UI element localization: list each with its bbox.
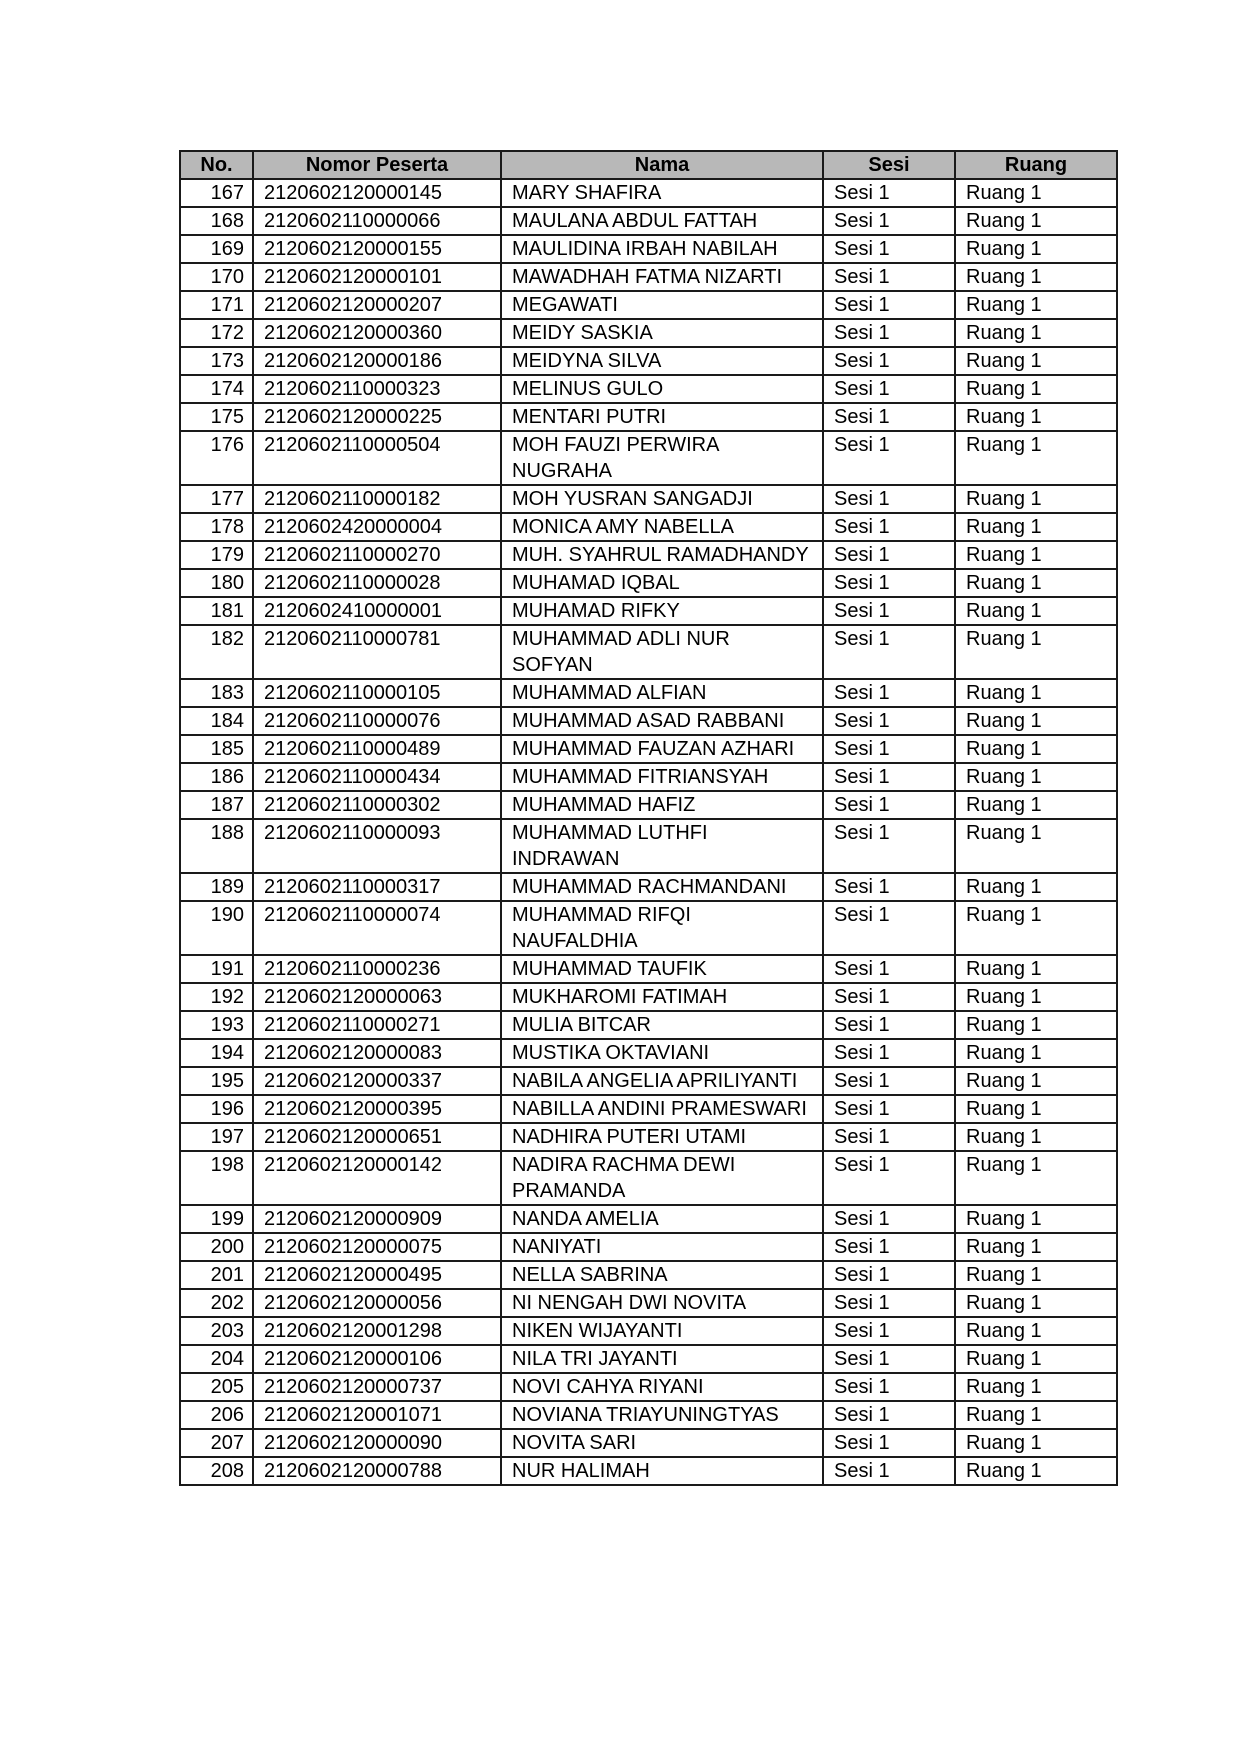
cell-nama: MUHAMMAD ADLI NUR SOFYAN: [501, 625, 823, 679]
cell-sesi: Sesi 1: [823, 819, 955, 873]
table-row: [180, 1373, 1117, 1401]
cell-nama: NADIRA RACHMA DEWI PRAMANDA: [501, 1151, 823, 1205]
cell-no: 168: [180, 207, 253, 235]
table-row: [180, 207, 1117, 235]
cell-nomor-peserta: 2120602110000434: [253, 763, 501, 791]
header-row: [180, 151, 1117, 179]
cell-ruang: Ruang 1: [955, 375, 1117, 403]
cell-ruang: Ruang 1: [955, 791, 1117, 819]
cell-sesi: Sesi 1: [823, 1401, 955, 1429]
cell-nama: NELLA SABRINA: [501, 1261, 823, 1289]
cell-nomor-peserta: 2120602110000236: [253, 955, 501, 983]
cell-sesi: Sesi 1: [823, 485, 955, 513]
cell-sesi: Sesi 1: [823, 679, 955, 707]
cell-nomor-peserta: 2120602110000028: [253, 569, 501, 597]
cell-nomor-peserta: 2120602110000093: [253, 819, 501, 873]
cell-nama: MUH. SYAHRUL RAMADHANDY: [501, 541, 823, 569]
cell-nama: MUHAMMAD LUTHFI INDRAWAN: [501, 819, 823, 873]
cell-no: 183: [180, 679, 253, 707]
cell-no: 199: [180, 1205, 253, 1233]
cell-nomor-peserta: 2120602120000090: [253, 1429, 501, 1457]
cell-sesi: Sesi 1: [823, 291, 955, 319]
cell-sesi: Sesi 1: [823, 1095, 955, 1123]
cell-ruang: Ruang 1: [955, 1373, 1117, 1401]
cell-ruang: Ruang 1: [955, 625, 1117, 679]
cell-nomor-peserta: 2120602110000074: [253, 901, 501, 955]
cell-sesi: Sesi 1: [823, 1261, 955, 1289]
cell-nomor-peserta: 2120602110000489: [253, 735, 501, 763]
cell-nama: NABILA ANGELIA APRILIYANTI: [501, 1067, 823, 1095]
table-row: [180, 1205, 1117, 1233]
cell-sesi: Sesi 1: [823, 1233, 955, 1261]
cell-no: 190: [180, 901, 253, 955]
cell-nomor-peserta: 2120602120000075: [253, 1233, 501, 1261]
cell-nama: MUKHAROMI FATIMAH: [501, 983, 823, 1011]
cell-nama: MUHAMMAD FAUZAN AZHARI: [501, 735, 823, 763]
cell-nomor-peserta: 2120602120000737: [253, 1373, 501, 1401]
cell-sesi: Sesi 1: [823, 1123, 955, 1151]
cell-no: 194: [180, 1039, 253, 1067]
cell-nama: NOVIANA TRIAYUNINGTYAS: [501, 1401, 823, 1429]
table-row: [180, 347, 1117, 375]
cell-ruang: Ruang 1: [955, 1261, 1117, 1289]
cell-nomor-peserta: 2120602120000056: [253, 1289, 501, 1317]
table-row: [180, 819, 1117, 873]
cell-no: 188: [180, 819, 253, 873]
table-row: [180, 1289, 1117, 1317]
cell-nama: MUHAMMAD ALFIAN: [501, 679, 823, 707]
cell-sesi: Sesi 1: [823, 235, 955, 263]
cell-ruang: Ruang 1: [955, 1401, 1117, 1429]
table-row: [180, 1233, 1117, 1261]
cell-no: 172: [180, 319, 253, 347]
cell-ruang: Ruang 1: [955, 513, 1117, 541]
table-row: [180, 873, 1117, 901]
table-row: [180, 1317, 1117, 1345]
cell-ruang: Ruang 1: [955, 1429, 1117, 1457]
cell-ruang: Ruang 1: [955, 707, 1117, 735]
cell-no: 206: [180, 1401, 253, 1429]
cell-ruang: Ruang 1: [955, 873, 1117, 901]
cell-no: 181: [180, 597, 253, 625]
cell-sesi: Sesi 1: [823, 1151, 955, 1205]
cell-ruang: Ruang 1: [955, 1095, 1117, 1123]
cell-nomor-peserta: 2120602110000504: [253, 431, 501, 485]
table-row: [180, 679, 1117, 707]
cell-no: 185: [180, 735, 253, 763]
cell-nama: MUHAMAD RIFKY: [501, 597, 823, 625]
cell-nomor-peserta: 2120602110000076: [253, 707, 501, 735]
cell-sesi: Sesi 1: [823, 541, 955, 569]
cell-nomor-peserta: 2120602120000207: [253, 291, 501, 319]
cell-nama: MUSTIKA OKTAVIANI: [501, 1039, 823, 1067]
cell-nama: NILA TRI JAYANTI: [501, 1345, 823, 1373]
table-row: [180, 319, 1117, 347]
cell-sesi: Sesi 1: [823, 1429, 955, 1457]
cell-nama: NI NENGAH DWI NOVITA: [501, 1289, 823, 1317]
cell-nama: MEIDYNA SILVA: [501, 347, 823, 375]
cell-ruang: Ruang 1: [955, 541, 1117, 569]
cell-sesi: Sesi 1: [823, 319, 955, 347]
cell-nama: MOH FAUZI PERWIRA NUGRAHA: [501, 431, 823, 485]
cell-sesi: Sesi 1: [823, 873, 955, 901]
cell-no: 197: [180, 1123, 253, 1151]
cell-no: 170: [180, 263, 253, 291]
table-row: [180, 1457, 1117, 1485]
cell-nama: MUHAMMAD TAUFIK: [501, 955, 823, 983]
cell-nomor-peserta: 2120602110000066: [253, 207, 501, 235]
cell-nomor-peserta: 2120602110000271: [253, 1011, 501, 1039]
cell-nama: MUHAMMAD RIFQI NAUFALDHIA: [501, 901, 823, 955]
cell-nomor-peserta: 2120602120000495: [253, 1261, 501, 1289]
cell-ruang: Ruang 1: [955, 1039, 1117, 1067]
cell-nomor-peserta: 2120602120001071: [253, 1401, 501, 1429]
cell-ruang: Ruang 1: [955, 1457, 1117, 1485]
cell-no: 171: [180, 291, 253, 319]
cell-no: 207: [180, 1429, 253, 1457]
cell-ruang: Ruang 1: [955, 597, 1117, 625]
cell-ruang: Ruang 1: [955, 263, 1117, 291]
cell-nama: MUHAMMAD HAFIZ: [501, 791, 823, 819]
table-row: [180, 235, 1117, 263]
cell-no: 184: [180, 707, 253, 735]
cell-sesi: Sesi 1: [823, 791, 955, 819]
cell-sesi: Sesi 1: [823, 763, 955, 791]
cell-no: 180: [180, 569, 253, 597]
cell-no: 192: [180, 983, 253, 1011]
cell-sesi: Sesi 1: [823, 375, 955, 403]
cell-nama: MUHAMMAD FITRIANSYAH: [501, 763, 823, 791]
table-body: [180, 179, 1117, 1485]
cell-nama: MEGAWATI: [501, 291, 823, 319]
cell-nomor-peserta: 2120602420000004: [253, 513, 501, 541]
table-row: [180, 791, 1117, 819]
cell-nomor-peserta: 2120602120000651: [253, 1123, 501, 1151]
cell-ruang: Ruang 1: [955, 347, 1117, 375]
cell-nomor-peserta: 2120602120000909: [253, 1205, 501, 1233]
cell-ruang: Ruang 1: [955, 983, 1117, 1011]
cell-sesi: Sesi 1: [823, 1345, 955, 1373]
cell-no: 176: [180, 431, 253, 485]
cell-nama: MUHAMMAD RACHMANDANI: [501, 873, 823, 901]
cell-ruang: Ruang 1: [955, 207, 1117, 235]
cell-no: 191: [180, 955, 253, 983]
cell-ruang: Ruang 1: [955, 1151, 1117, 1205]
table-row: [180, 1261, 1117, 1289]
cell-no: 205: [180, 1373, 253, 1401]
table-header: [180, 151, 1117, 179]
table-row: [180, 983, 1117, 1011]
header-nomor-peserta: Nomor Peserta: [253, 151, 501, 179]
cell-ruang: Ruang 1: [955, 1289, 1117, 1317]
cell-nomor-peserta: 2120602120000142: [253, 1151, 501, 1205]
cell-no: 198: [180, 1151, 253, 1205]
cell-sesi: Sesi 1: [823, 1373, 955, 1401]
table-row: [180, 179, 1117, 207]
cell-ruang: Ruang 1: [955, 431, 1117, 485]
cell-nama: MENTARI PUTRI: [501, 403, 823, 431]
cell-ruang: Ruang 1: [955, 1345, 1117, 1373]
cell-sesi: Sesi 1: [823, 955, 955, 983]
cell-sesi: Sesi 1: [823, 403, 955, 431]
cell-nama: NOVI CAHYA RIYANI: [501, 1373, 823, 1401]
cell-no: 204: [180, 1345, 253, 1373]
cell-nomor-peserta: 2120602110000317: [253, 873, 501, 901]
table-row: [180, 541, 1117, 569]
cell-ruang: Ruang 1: [955, 1233, 1117, 1261]
table-row: [180, 513, 1117, 541]
table-row: [180, 1039, 1117, 1067]
table-row: [180, 625, 1117, 679]
cell-nama: NABILLA ANDINI PRAMESWARI: [501, 1095, 823, 1123]
cell-nama: MONICA AMY NABELLA: [501, 513, 823, 541]
header-no: No.: [180, 151, 253, 179]
cell-no: 208: [180, 1457, 253, 1485]
table-row: [180, 1151, 1117, 1205]
cell-nomor-peserta: 2120602120000106: [253, 1345, 501, 1373]
table-row: [180, 403, 1117, 431]
cell-nama: MUHAMMAD ASAD RABBANI: [501, 707, 823, 735]
cell-ruang: Ruang 1: [955, 179, 1117, 207]
table-row: [180, 291, 1117, 319]
table-row: [180, 597, 1117, 625]
cell-no: 167: [180, 179, 253, 207]
cell-nomor-peserta: 2120602110000302: [253, 791, 501, 819]
cell-sesi: Sesi 1: [823, 983, 955, 1011]
cell-nama: MEIDY SASKIA: [501, 319, 823, 347]
cell-sesi: Sesi 1: [823, 569, 955, 597]
cell-nama: MAULIDINA IRBAH NABILAH: [501, 235, 823, 263]
cell-nomor-peserta: 2120602120000186: [253, 347, 501, 375]
cell-no: 196: [180, 1095, 253, 1123]
cell-nama: MARY SHAFIRA: [501, 179, 823, 207]
cell-ruang: Ruang 1: [955, 319, 1117, 347]
cell-nomor-peserta: 2120602120000395: [253, 1095, 501, 1123]
table-row: [180, 1401, 1117, 1429]
cell-ruang: Ruang 1: [955, 569, 1117, 597]
cell-ruang: Ruang 1: [955, 1317, 1117, 1345]
cell-no: 201: [180, 1261, 253, 1289]
cell-sesi: Sesi 1: [823, 179, 955, 207]
cell-nomor-peserta: 2120602120000083: [253, 1039, 501, 1067]
cell-sesi: Sesi 1: [823, 1067, 955, 1095]
cell-sesi: Sesi 1: [823, 207, 955, 235]
table-row: [180, 1067, 1117, 1095]
table-row: [180, 1095, 1117, 1123]
cell-nomor-peserta: 2120602120000337: [253, 1067, 501, 1095]
participant-table: [179, 150, 1118, 1486]
table-row: [180, 901, 1117, 955]
cell-sesi: Sesi 1: [823, 1457, 955, 1485]
cell-sesi: Sesi 1: [823, 1205, 955, 1233]
cell-no: 179: [180, 541, 253, 569]
cell-nama: NOVITA SARI: [501, 1429, 823, 1457]
cell-no: 182: [180, 625, 253, 679]
cell-no: 189: [180, 873, 253, 901]
cell-no: 178: [180, 513, 253, 541]
cell-sesi: Sesi 1: [823, 625, 955, 679]
cell-sesi: Sesi 1: [823, 431, 955, 485]
cell-nama: MAWADHAH FATMA NIZARTI: [501, 263, 823, 291]
header-sesi: Sesi: [823, 151, 955, 179]
cell-nomor-peserta: 2120602120000225: [253, 403, 501, 431]
table-row: [180, 1345, 1117, 1373]
cell-nama: MULIA BITCAR: [501, 1011, 823, 1039]
cell-ruang: Ruang 1: [955, 1205, 1117, 1233]
cell-nama: NIKEN WIJAYANTI: [501, 1317, 823, 1345]
cell-sesi: Sesi 1: [823, 597, 955, 625]
cell-nama: NADHIRA PUTERI UTAMI: [501, 1123, 823, 1151]
cell-ruang: Ruang 1: [955, 955, 1117, 983]
cell-no: 177: [180, 485, 253, 513]
cell-ruang: Ruang 1: [955, 1067, 1117, 1095]
cell-nama: NANDA AMELIA: [501, 1205, 823, 1233]
cell-sesi: Sesi 1: [823, 1039, 955, 1067]
cell-sesi: Sesi 1: [823, 1011, 955, 1039]
cell-nama: NANIYATI: [501, 1233, 823, 1261]
table-row: [180, 485, 1117, 513]
cell-ruang: Ruang 1: [955, 901, 1117, 955]
cell-no: 193: [180, 1011, 253, 1039]
cell-nomor-peserta: 2120602120000145: [253, 179, 501, 207]
cell-no: 173: [180, 347, 253, 375]
cell-sesi: Sesi 1: [823, 347, 955, 375]
cell-sesi: Sesi 1: [823, 901, 955, 955]
table-row: [180, 569, 1117, 597]
cell-nomor-peserta: 2120602110000182: [253, 485, 501, 513]
cell-nomor-peserta: 2120602110000781: [253, 625, 501, 679]
cell-no: 202: [180, 1289, 253, 1317]
table-row: [180, 707, 1117, 735]
table-row: [180, 263, 1117, 291]
header-nama: Nama: [501, 151, 823, 179]
cell-no: 195: [180, 1067, 253, 1095]
cell-nama: MOH YUSRAN SANGADJI: [501, 485, 823, 513]
cell-no: 169: [180, 235, 253, 263]
cell-nomor-peserta: 2120602120000155: [253, 235, 501, 263]
cell-ruang: Ruang 1: [955, 763, 1117, 791]
table-row: [180, 1429, 1117, 1457]
cell-ruang: Ruang 1: [955, 1123, 1117, 1151]
header-ruang: Ruang: [955, 151, 1117, 179]
cell-no: 187: [180, 791, 253, 819]
cell-nomor-peserta: 2120602120000788: [253, 1457, 501, 1485]
table-row: [180, 955, 1117, 983]
cell-nomor-peserta: 2120602410000001: [253, 597, 501, 625]
cell-no: 200: [180, 1233, 253, 1261]
cell-ruang: Ruang 1: [955, 403, 1117, 431]
cell-nomor-peserta: 2120602120000063: [253, 983, 501, 1011]
cell-nomor-peserta: 2120602120001298: [253, 1317, 501, 1345]
cell-nama: NUR HALIMAH: [501, 1457, 823, 1485]
cell-sesi: Sesi 1: [823, 1317, 955, 1345]
cell-ruang: Ruang 1: [955, 679, 1117, 707]
cell-sesi: Sesi 1: [823, 707, 955, 735]
table-row: [180, 375, 1117, 403]
cell-no: 186: [180, 763, 253, 791]
table-row: [180, 763, 1117, 791]
cell-nomor-peserta: 2120602110000323: [253, 375, 501, 403]
cell-nomor-peserta: 2120602120000101: [253, 263, 501, 291]
cell-ruang: Ruang 1: [955, 235, 1117, 263]
cell-nomor-peserta: 2120602110000105: [253, 679, 501, 707]
cell-ruang: Ruang 1: [955, 1011, 1117, 1039]
cell-no: 174: [180, 375, 253, 403]
cell-nama: MELINUS GULO: [501, 375, 823, 403]
cell-no: 175: [180, 403, 253, 431]
cell-sesi: Sesi 1: [823, 263, 955, 291]
cell-ruang: Ruang 1: [955, 819, 1117, 873]
cell-nomor-peserta: 2120602110000270: [253, 541, 501, 569]
cell-sesi: Sesi 1: [823, 513, 955, 541]
cell-no: 203: [180, 1317, 253, 1345]
cell-sesi: Sesi 1: [823, 735, 955, 763]
cell-nomor-peserta: 2120602120000360: [253, 319, 501, 347]
table-row: [180, 1123, 1117, 1151]
cell-sesi: Sesi 1: [823, 1289, 955, 1317]
table-row: [180, 1011, 1117, 1039]
cell-nama: MAULANA ABDUL FATTAH: [501, 207, 823, 235]
cell-nama: MUHAMAD IQBAL: [501, 569, 823, 597]
table-row: [180, 735, 1117, 763]
cell-ruang: Ruang 1: [955, 291, 1117, 319]
cell-ruang: Ruang 1: [955, 735, 1117, 763]
cell-ruang: Ruang 1: [955, 485, 1117, 513]
table-row: [180, 431, 1117, 485]
